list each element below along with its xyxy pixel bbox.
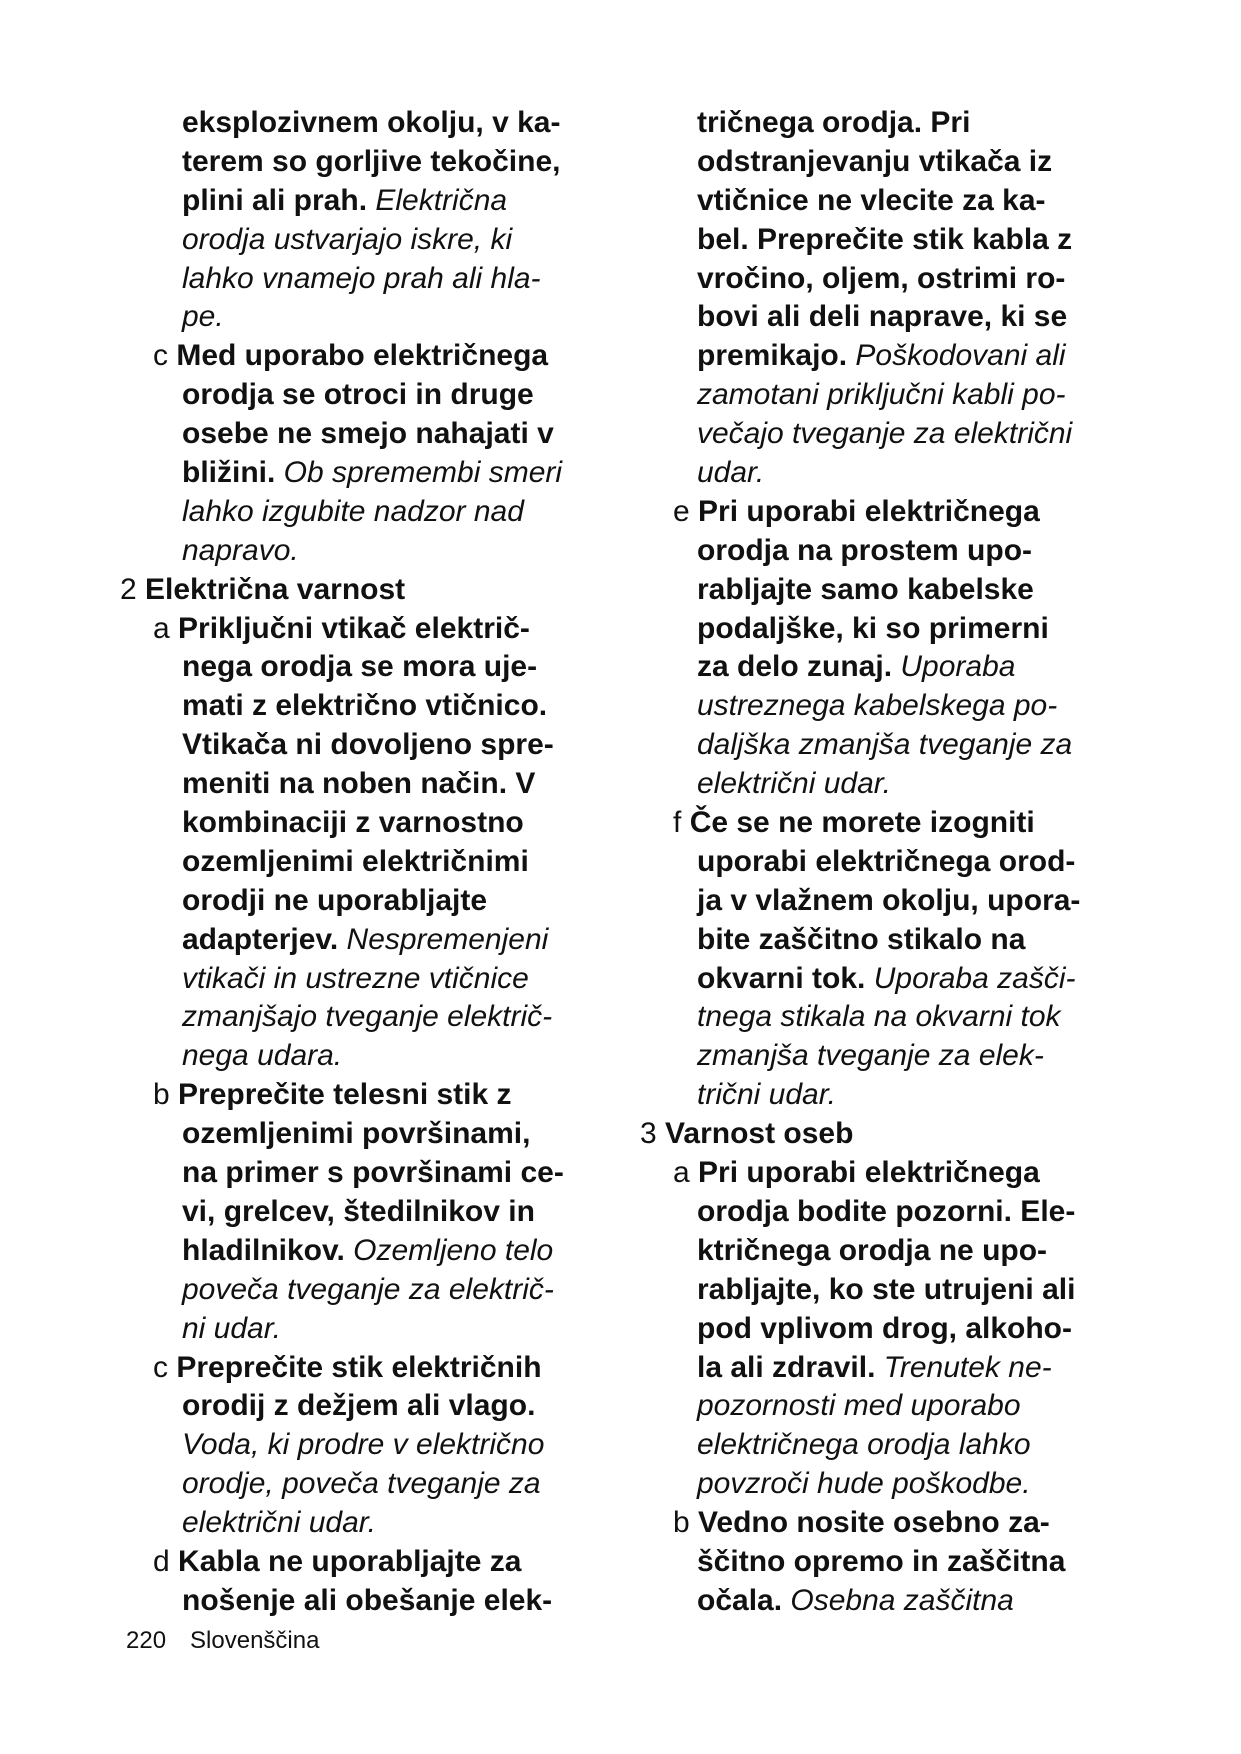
italic-text: lahko izgubite nadzor nad [182,494,524,528]
bold-text: nošenje ali obešanje elek- [182,1583,553,1617]
text-line [120,415,640,454]
bold-text: ozemljenimi površinami, [182,1117,531,1151]
text-line [120,1465,640,1504]
text-line [640,843,1140,882]
italic-text: Ozemljeno telo [344,1233,554,1267]
bold-text: okvarni tok. [697,961,866,995]
bold-text: ja v vlažnem okolju, upora- [697,883,1081,917]
bold-text: Priključni vtikač električ- [178,611,530,645]
italic-text: Trenutek ne- [875,1350,1052,1384]
text-line [120,1193,640,1232]
text-line [640,571,1140,610]
bold-text: nega orodja se mora uje- [182,650,538,684]
text-line [640,337,1140,376]
text-line [120,454,640,493]
text-line [640,1115,1140,1154]
text-line [640,804,1140,843]
bold-text: premikajo. [697,339,848,373]
bold-text: očala. [697,1583,783,1617]
italic-text: Električna [367,183,508,217]
bold-text: Kabla ne uporabljajte za [178,1544,522,1578]
text-line [640,493,1140,532]
bold-text: ktričnega orodja ne upo- [697,1233,1048,1267]
text-line [120,921,640,960]
italic-text: Uporaba [892,650,1016,684]
italic-text: zamotani priključni kabli po- [697,378,1066,412]
italic-text: Poškodovani ali [847,339,1066,373]
bold-text: rabljajte, ko ste utrujeni ali [697,1272,1076,1306]
text-line [640,532,1140,571]
text-line [120,843,640,882]
text-line [640,415,1140,454]
bold-text: vtičnice ne vlecite za ka- [697,183,1046,217]
text-line [120,687,640,726]
text-line [120,298,640,337]
bold-text: Med uporabo električnega [176,339,549,373]
italic-text: napravo. [182,533,299,567]
bold-text: bovi ali deli naprave, ki se [697,300,1068,334]
text-line [120,1271,640,1310]
italic-text: Voda, ki prodre v električno [182,1428,545,1462]
text-line [120,260,640,299]
text-line [640,1387,1140,1426]
bold-text: Pri uporabi električnega [698,494,1040,528]
italic-text: pe. [182,300,224,334]
italic-text: pozornosti med uporabo [697,1389,1021,1423]
text-line [120,882,640,921]
bold-text: bližini. [182,456,276,490]
text-line [120,104,640,143]
text-line [640,1543,1140,1582]
item-letter: e [673,494,690,528]
text-line [640,648,1140,687]
right-column [640,104,1140,1621]
bold-text: bel. Preprečite stik kabla z [697,222,1073,256]
text-line [640,1582,1140,1621]
bold-text: eksplozivnem okolju, v ka- [182,106,561,139]
bold-text: mati z električno vtičnico. [182,689,548,723]
text-line [120,1115,640,1154]
text-line [640,1426,1140,1465]
text-line [120,1154,640,1193]
text-line [120,143,640,182]
item-letter: d [153,1544,170,1578]
text-line [120,532,640,571]
text-line [120,182,640,221]
text-line [120,610,640,649]
text-line [640,998,1140,1037]
text-line [640,765,1140,804]
text-line [640,687,1140,726]
text-line [640,221,1140,260]
text-line [120,1504,640,1543]
italic-text: zmanjšajo tveganje električ- [182,1000,553,1034]
italic-text: ni udar. [182,1311,281,1345]
text-line [640,1349,1140,1388]
section-heading: Električna varnost [145,572,406,606]
text-line [640,1232,1140,1271]
bold-text: uporabi električnega orod- [697,844,1076,878]
bold-text: tričnega orodja. Pri [697,106,971,139]
bold-text: na primer s površinami ce- [182,1156,564,1190]
text-line [640,1465,1140,1504]
item-letter: c [153,339,168,373]
italic-text: električni udar. [697,767,891,801]
italic-text: tnega stikala na okvarni tok [697,1000,1061,1034]
text-line [120,1387,640,1426]
text-line [120,1543,640,1582]
text-line [640,1037,1140,1076]
text-line [120,1582,640,1621]
bold-text: pod vplivom drog, alkoho- [697,1311,1072,1345]
item-letter: b [673,1506,690,1540]
bold-text: Preprečite stik električnih [176,1350,542,1384]
bold-text: orodja na prostem upo- [697,533,1033,567]
left-column [120,104,640,1621]
bold-text: Če se ne morete izogniti [689,806,1035,840]
text-line [640,298,1140,337]
bold-text: orodij z dežjem ali vlago. [182,1389,536,1423]
bold-text: rabljajte samo kabelske [697,572,1034,606]
text-line [120,493,640,532]
text-line [120,726,640,765]
italic-text: Nespremenjeni [338,922,549,956]
italic-text: večajo tveganje za električni [697,417,1073,451]
text-line [640,1504,1140,1543]
text-line [640,182,1140,221]
italic-text: udar. [697,456,765,490]
text-line [120,960,640,999]
bold-text: terem so gorljive tekočine, [182,144,561,178]
text-line [640,454,1140,493]
text-line [640,1193,1140,1232]
text-line [120,648,640,687]
text-line [640,1154,1140,1193]
page-number: 220 [126,1627,167,1654]
italic-text: Uporaba zašči- [865,961,1076,995]
italic-text: vtikači in ustrezne vtičnice [182,961,529,995]
text-line [120,998,640,1037]
bold-text: podaljške, ki so primerni [697,611,1049,645]
text-line [640,610,1140,649]
text-line [640,1076,1140,1115]
italic-text: povzroči hude poškodbe. [697,1467,1031,1501]
text-line [640,882,1140,921]
italic-text: zmanjša tveganje za elek- [697,1039,1044,1073]
italic-text: Osebna zaščitna [782,1583,1014,1617]
text-line [120,1232,640,1271]
text-line [640,376,1140,415]
bold-text: orodja bodite pozorni. Ele- [697,1194,1076,1228]
item-letter: b [153,1078,170,1112]
text-line [640,726,1140,765]
footer-language: Slovenščina [190,1627,320,1654]
italic-text: Ob spremembi smeri [275,456,563,490]
bold-text: vi, grelcev, štedilnikov in [182,1194,535,1228]
bold-text: Pri uporabi električnega [698,1156,1040,1190]
text-line [640,921,1140,960]
bold-text: ščitno opremo in zaščitna [697,1544,1066,1578]
text-line [120,1076,640,1115]
bold-text: la ali zdravil. [697,1350,876,1384]
bold-text: bite zaščitno stikalo na [697,922,1026,956]
italic-text: električni udar. [182,1506,376,1540]
bold-text: orodja se otroci in druge [182,378,534,412]
page-footer [126,1626,319,1656]
item-letter: a [673,1156,690,1190]
bold-text: vročino, oljem, ostrimi ro- [697,261,1066,295]
bold-text: Vedno nosite osebno za- [698,1506,1050,1540]
bold-text: orodji ne uporabljajte [182,883,488,917]
italic-text: orodja ustvarjajo iskre, ki [182,222,513,256]
text-line [120,337,640,376]
section-number: 3 [640,1117,657,1151]
bold-text: za delo zunaj. [697,650,893,684]
text-line [120,765,640,804]
bold-text: meniti na noben način. V [182,767,536,801]
bold-text: odstranjevanju vtikača iz [697,144,1053,178]
text-line [120,376,640,415]
text-line [120,1426,640,1465]
text-line [120,1037,640,1076]
italic-text: orodje, poveča tveganje za [182,1467,541,1501]
bold-text: plini ali prah. [182,183,368,217]
item-letter: f [673,806,682,840]
bold-text: kombinaciji z varnostno [182,806,524,840]
text-line [120,221,640,260]
text-line [120,1310,640,1349]
text-line [120,1349,640,1388]
italic-text: trični udar. [697,1078,836,1112]
text-line [640,104,1140,143]
italic-text: električnega orodja lahko [697,1428,1031,1462]
bold-text: Vtikača ni dovoljeno spre- [182,728,554,762]
text-line [640,1310,1140,1349]
bold-text: ozemljenimi električnimi [182,844,529,878]
italic-text: ustreznega kabelskega po- [697,689,1058,723]
text-line [120,571,640,610]
item-letter: c [153,1350,168,1384]
italic-text: daljška zmanjša tveganje za [697,728,1073,762]
bold-text: Preprečite telesni stik z [178,1078,512,1112]
section-heading: Varnost oseb [665,1117,854,1151]
bold-text: hladilnikov. [182,1233,345,1267]
text-line [120,804,640,843]
italic-text: nega udara. [182,1039,343,1073]
text-line [640,260,1140,299]
bold-text: osebe ne smejo nahajati v [182,417,554,451]
bold-text: adapterjev. [182,922,339,956]
text-line [640,1271,1140,1310]
item-letter: a [153,611,170,645]
italic-text: poveča tveganje za električ- [182,1272,554,1306]
text-line [640,143,1140,182]
section-number: 2 [120,572,137,606]
italic-text: lahko vnamejo prah ali hla- [182,261,541,295]
text-line [640,960,1140,999]
